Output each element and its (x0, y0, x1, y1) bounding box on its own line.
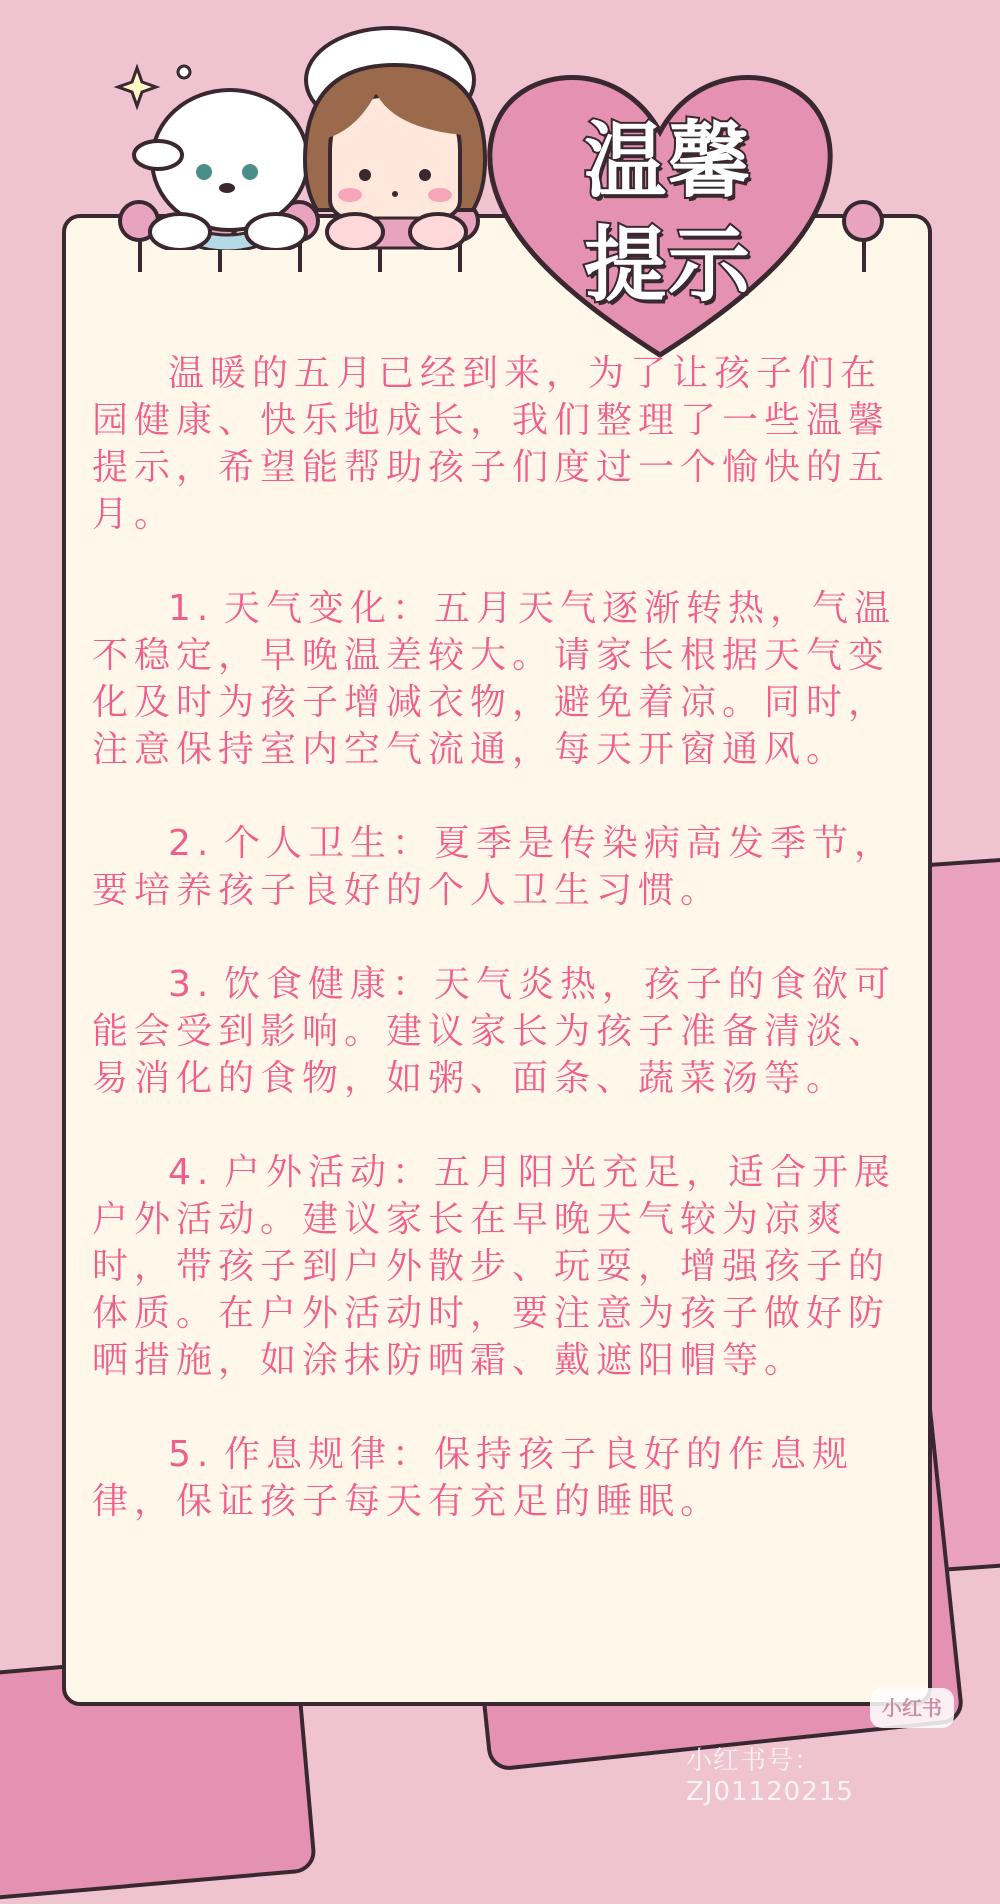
watermark-logo: 小红书 (870, 1688, 954, 1728)
tip-body: 夏季是传染病高发季节，要培养孩子良好的个人卫生习惯。 (92, 823, 897, 911)
tip-title: 个人卫生： (224, 823, 435, 864)
intro-paragraph: 温暖的五月已经到来，为了让孩子们在园健康、快乐地成长，我们整理了一些温馨提示，希望能帮助孩子们度过一个愉快的五月。 (92, 353, 891, 535)
tip-item (92, 820, 912, 914)
tip-number: 4. (168, 1152, 215, 1193)
badge-line-1: 温馨 (583, 114, 752, 209)
tip-title: 饮食健康： (224, 964, 435, 1005)
tip-title: 天气变化： (224, 588, 435, 629)
tip-body: 五月阳光充足，适合开展户外活动。建议家长在早晚天气较为凉爽时，带孩子到户外散步、玩耍，增强孩子的体质。在户外活动时，要注意为孩子做好防晒措施，如涂抹防晒霜、戴遮阳帽等。 (92, 1152, 897, 1381)
tip-item (92, 1431, 912, 1525)
cartoon-characters-icon (100, 10, 530, 250)
tip-title: 作息规律： (224, 1434, 435, 1475)
tip-body: 五月天气逐渐转热，气温不稳定，早晚温差较大。请家长根据天气变化及时为孩子增减衣物，避免着凉。同时，注意保持室内空气流通，每天开窗通风。 (92, 588, 897, 770)
notice-body (92, 350, 912, 1572)
watermark-id: 小红书号：ZJ01120215 (686, 1746, 854, 1807)
tip-body: 天气炎热，孩子的食欲可能会受到影响。建议家长为孩子准备清淡、易消化的食物，如粥、面条、蔬菜汤等。 (92, 964, 897, 1099)
tip-number: 5. (168, 1434, 215, 1475)
tip-body: 保持孩子良好的作息规律，保证孩子每天有充足的睡眠。 (92, 1434, 855, 1522)
tip-item (92, 585, 912, 773)
badge-title (548, 110, 788, 318)
tip-number: 1. (168, 588, 215, 629)
tip-item (92, 961, 912, 1102)
tip-number: 3. (168, 964, 215, 1005)
binder-ring-icon (842, 200, 884, 242)
tip-item (92, 1149, 912, 1384)
tip-number: 2. (168, 823, 215, 864)
badge-line-2: 提示 (583, 218, 752, 313)
tip-title: 户外活动： (224, 1152, 435, 1193)
